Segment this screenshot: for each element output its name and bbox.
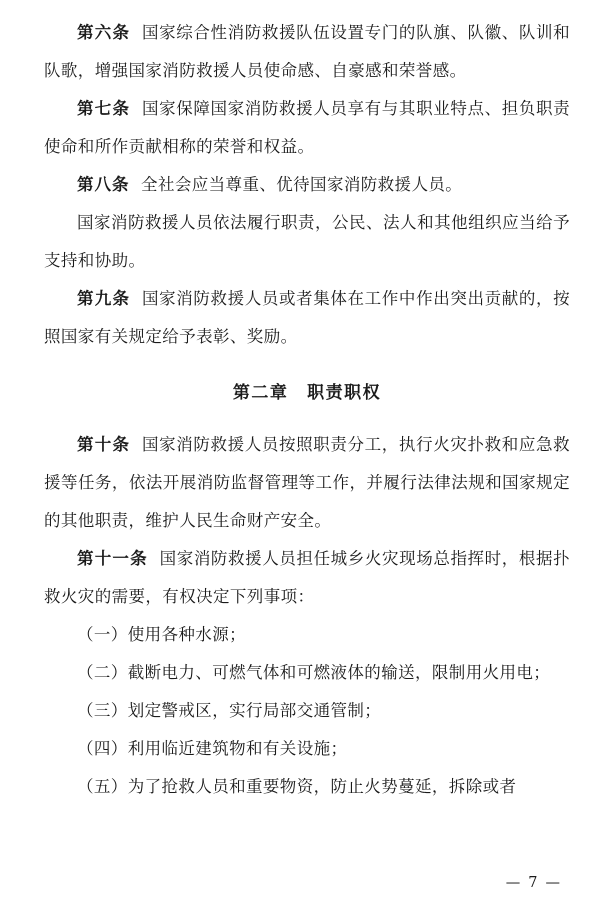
article-paragraph <box>44 426 570 540</box>
footer-left-dash: — <box>505 875 522 891</box>
list-item-text: （四）利用临近建筑物和有关设施； <box>77 739 348 758</box>
chapter-title: 职责职权 <box>307 383 382 403</box>
list-item <box>44 654 570 692</box>
article-paragraph <box>44 280 570 356</box>
article-paragraph <box>44 204 570 280</box>
list-item <box>44 768 570 806</box>
list-item-text: （五）为了抢救人员和重要物资，防止火势蔓延，拆除或者 <box>77 777 517 796</box>
article-label: 第九条 <box>77 289 131 308</box>
page-number: 7 <box>528 875 539 891</box>
chapter-number: 第二章 <box>232 383 289 403</box>
list-item <box>44 692 570 730</box>
list-item-text: （二）截断电力、可燃气体和可燃液体的输送，限制用火用电； <box>77 663 551 682</box>
article-paragraph <box>44 90 570 166</box>
chapter-heading <box>44 356 570 426</box>
article-label: 第八条 <box>77 175 130 194</box>
article-text: 全社会应当尊重、优待国家消防救援人员。 <box>141 175 463 194</box>
article-paragraph <box>44 166 570 204</box>
list-item-text: （三）划定警戒区，实行局部交通管制； <box>77 701 382 720</box>
article-text: 国家消防救援人员依法履行职责，公民、法人和其他组织应当给予支持和协助。 <box>44 213 570 270</box>
article-label: 第六条 <box>77 23 131 42</box>
document-body <box>44 14 570 806</box>
article-text: 国家综合性消防救援队伍设置专门的队旗、队徽、队训和队歌，增强国家消防救援人员使命感、自豪感和荣誉感。 <box>44 23 571 80</box>
list-item-text: （一）使用各种水源； <box>77 625 246 644</box>
article-label: 第十条 <box>77 435 131 454</box>
list-item <box>44 616 570 654</box>
list-item <box>44 730 570 768</box>
article-label: 第七条 <box>77 99 131 118</box>
article-paragraph <box>44 14 570 90</box>
article-text: 国家消防救援人员或者集体在工作中作出突出贡献的，按照国家有关规定给予表彰、奖励。 <box>44 289 571 346</box>
article-paragraph <box>44 540 570 616</box>
article-text: 国家消防救援人员担任城乡火灾现场总指挥时，根据扑救火灾的需要，有权决定下列事项： <box>44 549 570 606</box>
article-label: 第十一条 <box>77 549 148 568</box>
page-footer <box>499 875 568 891</box>
article-text: 国家保障国家消防救援人员享有与其职业特点、担负职责使命和所作贡献相称的荣誉和权益。 <box>44 99 571 156</box>
footer-right-dash: — <box>545 875 561 891</box>
article-text: 国家消防救援人员按照职责分工，执行火灾扑救和应急救援等任务，依法开展消防监督管理等工作，并履行法律法规和国家规定的其他职责，维护人民生命财产安全。 <box>44 435 571 530</box>
